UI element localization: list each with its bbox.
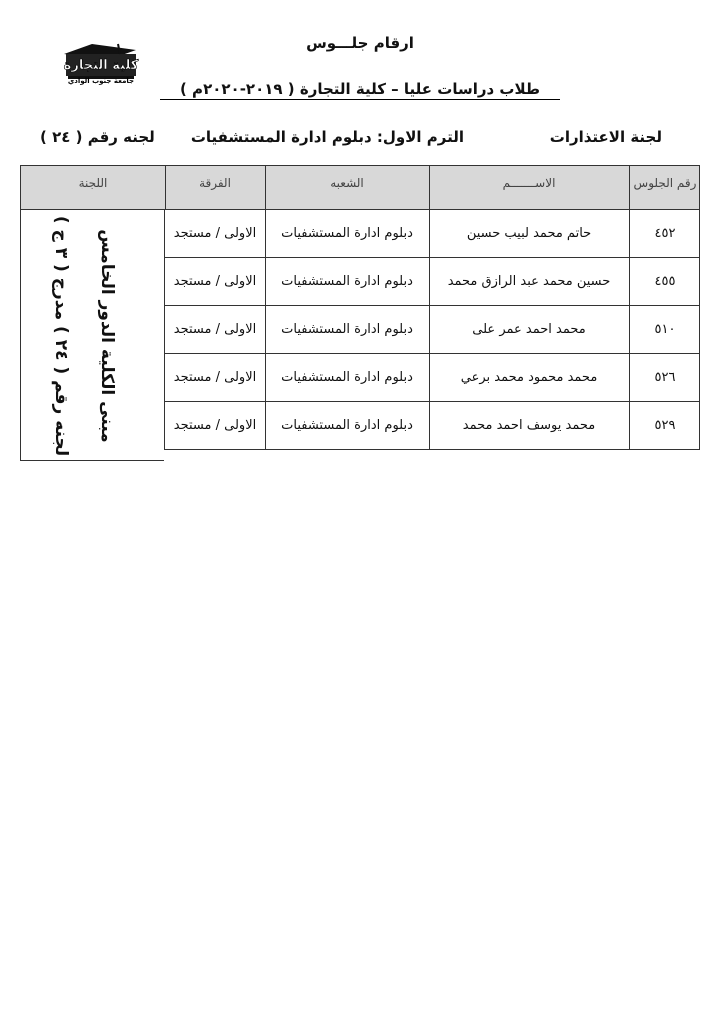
table-row	[164, 258, 700, 306]
division-cell: دبلوم ادارة المستشفيات	[281, 370, 413, 385]
table-row	[164, 354, 700, 402]
student-name-cell: محمد يوسف احمد محمد	[462, 418, 596, 433]
table-header-row	[20, 165, 700, 210]
seat-table	[20, 165, 700, 461]
seat-number-cell: ٤٥٥	[654, 274, 676, 289]
table-row	[164, 402, 700, 450]
header-level: الفرقة	[199, 176, 231, 190]
student-name-cell: حاتم محمد لبيب حسين	[466, 226, 592, 241]
term-program: الترم الاول: دبلوم ادارة المستشفيات	[190, 128, 464, 146]
student-name-cell: محمد محمود محمد برعي	[460, 370, 598, 385]
table-row	[164, 306, 700, 354]
header-seat-number: رقم الجلوس	[633, 176, 697, 190]
committee-location-line2: مبنى الكلية الدور الخامس	[97, 228, 117, 443]
committee-type: لجنة الاعتذارات	[549, 128, 662, 146]
logo-title: كلية التجارة	[63, 58, 139, 73]
header-name: الاســـــــم	[502, 176, 556, 190]
division-cell: دبلوم ادارة المستشفيات	[281, 418, 413, 433]
seat-number-cell: ٤٥٢	[654, 226, 676, 241]
faculty-logo	[58, 40, 142, 88]
header-committee: اللجنة	[78, 176, 108, 190]
seat-number-cell: ٥١٠	[654, 322, 676, 337]
division-cell: دبلوم ادارة المستشفيات	[281, 274, 413, 289]
logo-subtitle: جامعة جنوب الوادي	[67, 77, 135, 85]
division-cell: دبلوم ادارة المستشفيات	[281, 226, 413, 241]
page-subtitle: طلاب دراسات عليا – كلية التجارة ( ٢٠١٩-٢٠٢٠م )	[160, 80, 560, 100]
page-title: ارقام جلـــوس	[306, 34, 414, 52]
table-row	[164, 210, 700, 258]
student-name-cell: محمد احمد عمر على	[472, 322, 586, 337]
seat-number-cell: ٥٢٩	[654, 418, 676, 433]
division-cell: دبلوم ادارة المستشفيات	[281, 322, 413, 337]
student-name-cell: حسين محمد عبد الرازق محمد	[447, 274, 611, 289]
header-division: الشعبه	[330, 176, 364, 190]
seat-number-cell: ٥٢٦	[654, 370, 676, 385]
level-cell: الاولى / مستجد	[173, 322, 257, 337]
level-cell: الاولى / مستجد	[173, 370, 257, 385]
committee-location-line1: لجنه رقم ( ٢٤ ) مدرج ( ٣ ج )	[51, 215, 71, 456]
committee-number: لجنه رقم ( ٢٤ )	[40, 128, 155, 146]
committee-location-cell	[20, 210, 164, 461]
level-cell: الاولى / مستجد	[173, 274, 257, 289]
level-cell: الاولى / مستجد	[173, 418, 257, 433]
level-cell: الاولى / مستجد	[173, 226, 257, 241]
